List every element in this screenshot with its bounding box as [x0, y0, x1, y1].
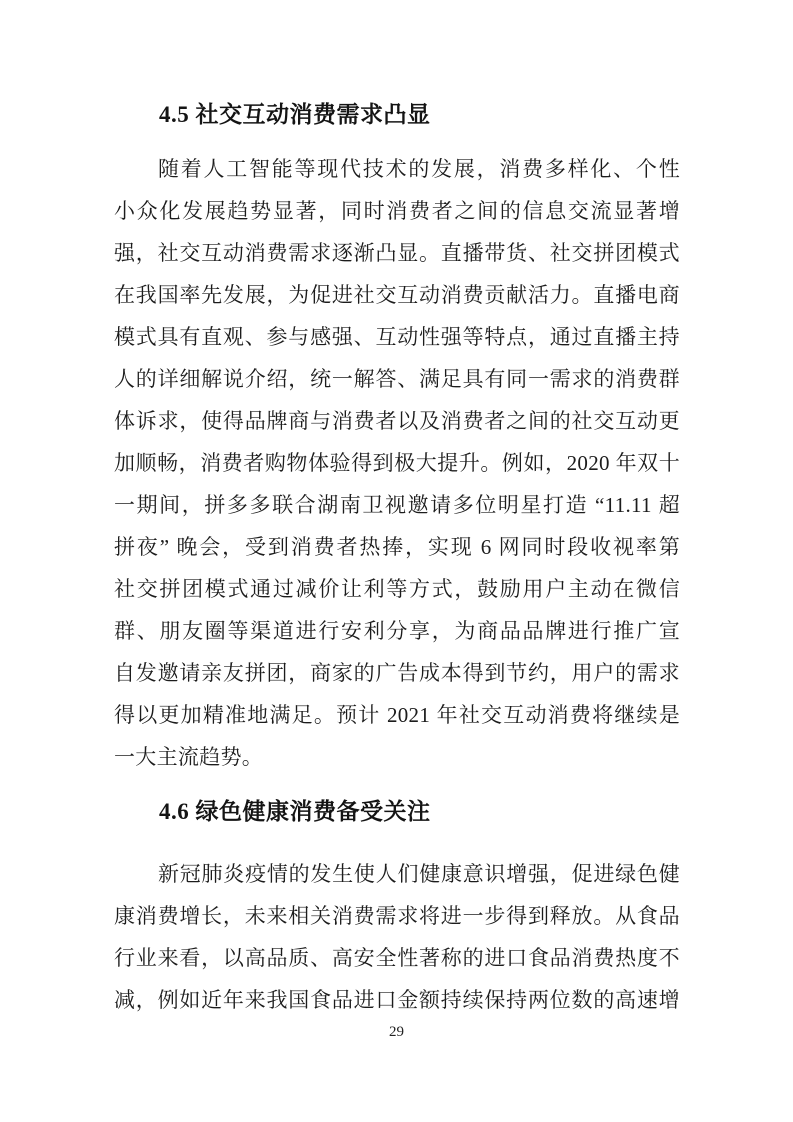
paragraph-line: 加顺畅，消费者购物体验得到极大提升。例如，2020 年双十 — [114, 451, 680, 475]
section-4-5-paragraph — [114, 148, 680, 778]
paragraph-line: 一期间，拼多多联合湖南卫视邀请多位明星打造 “11.11 超 — [114, 493, 680, 517]
paragraph-line: 减，例如近年来我国食品进口金额持续保持两位数的高速增 — [114, 988, 680, 1012]
paragraph-line: 随着人工智能等现代技术的发展，消费多样化、个性 — [158, 157, 680, 181]
paragraph-line: 模式具有直观、参与感强、互动性强等特点，通过直播主持 — [114, 325, 680, 349]
paragraph-line: 自发邀请亲友拼团，商家的广告成本得到节约，用户的需求 — [114, 661, 680, 685]
paragraph-line: 群、朋友圈等渠道进行安利分享，为商品品牌进行推广宣 — [114, 619, 680, 643]
paragraph-line: 得以更加精准地满足。预计 2021 年社交互动消费将继续是 — [114, 703, 680, 727]
paragraph-line: 一大主流趋势。 — [114, 745, 264, 769]
paragraph-line: 强，社交互动消费需求逐渐凸显。直播带货、社交拼团模式 — [114, 241, 680, 265]
paragraph-line: 体诉求，使得品牌商与消费者以及消费者之间的社交互动更 — [114, 409, 680, 433]
section-heading-4-5: 4.5 社交互动消费需求凸显 — [159, 102, 431, 127]
paragraph-line: 新冠肺炎疫情的发生使人们健康意识增强，促进绿色健 — [158, 862, 680, 886]
paragraph-line: 社交拼团模式通过减价让利等方式，鼓励用户主动在微信 — [114, 577, 680, 601]
section-heading-4-6: 4.6 绿色健康消费备受关注 — [159, 799, 431, 824]
section-4-6-paragraph — [114, 853, 680, 1021]
paragraph-line: 人的详细解说介绍，统一解答、满足具有同一需求的消费群 — [114, 367, 680, 391]
paragraph-line: 在我国率先发展，为促进社交互动消费贡献活力。直播电商 — [114, 283, 680, 307]
page-number: 29 — [389, 1024, 404, 1040]
paragraph-line: 行业来看，以高品质、高安全性著称的进口食品消费热度不 — [114, 946, 680, 970]
paragraph-line: 小众化发展趋势显著，同时消费者之间的信息交流显著增 — [114, 199, 680, 223]
paragraph-line: 拼夜” 晚会，受到消费者热捧，实现 6 网同时段收视率第 — [114, 535, 680, 559]
paragraph-line: 康消费增长，未来相关消费需求将进一步得到释放。从食品 — [114, 904, 680, 928]
